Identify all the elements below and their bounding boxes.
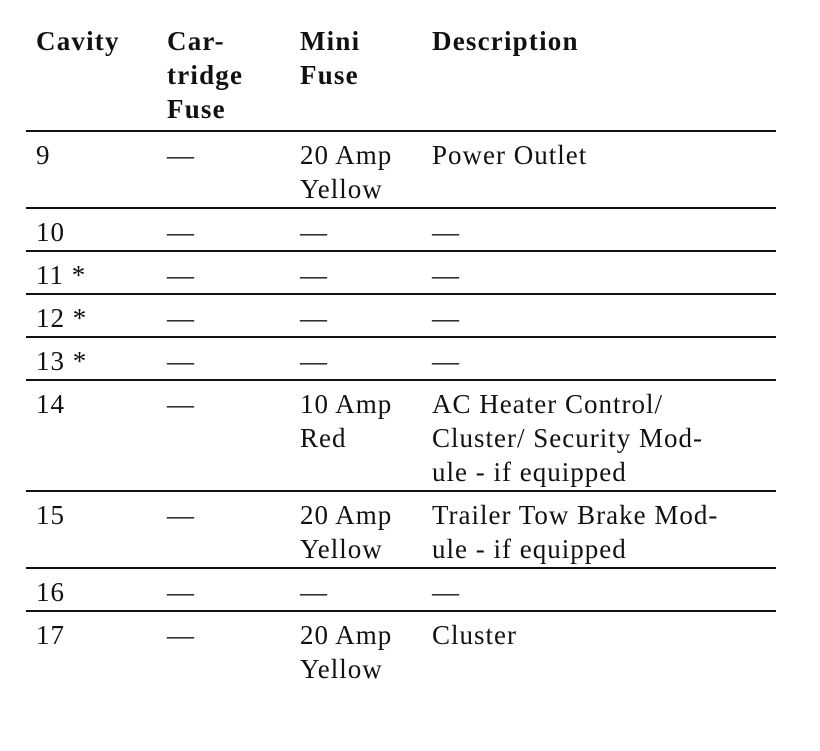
table-row	[26, 337, 776, 380]
cartridge-fuse-cell	[157, 491, 290, 568]
header-line: Cavity	[36, 26, 120, 56]
cartridge-fuse-cell	[157, 380, 290, 491]
header-cartridge-fuse	[157, 18, 290, 131]
description-cell-line: Cluster	[432, 620, 517, 650]
table-row	[26, 611, 776, 687]
description-cell-line: Power Outlet	[432, 140, 588, 170]
cartridge-fuse-cell	[157, 294, 290, 337]
mini-fuse-cell	[290, 251, 422, 294]
cartridge-fuse-cell	[157, 611, 290, 687]
table-row	[26, 380, 776, 491]
cartridge-fuse-cell	[157, 568, 290, 611]
description-cell-line: ule - if equipped	[432, 534, 627, 564]
description-cell-line: Trailer Tow Brake Mod-	[432, 500, 719, 530]
header-row	[26, 18, 776, 131]
mini-fuse-cell-line: —	[300, 260, 328, 290]
table-header	[26, 18, 776, 131]
description-cell-line: —	[432, 577, 460, 607]
cavity-cell	[26, 491, 157, 568]
cavity-cell	[26, 208, 157, 251]
header-line: Description	[432, 26, 579, 56]
cavity-cell-value: 14	[36, 389, 65, 419]
cavity-cell-value: 11 *	[36, 260, 87, 290]
cavity-cell-value: 17	[36, 620, 65, 650]
cavity-cell-value: 16	[36, 577, 65, 607]
mini-fuse-cell	[290, 131, 422, 208]
description-cell-line: AC Heater Control/	[432, 389, 663, 419]
cartridge-fuse-cell-value: —	[167, 620, 195, 650]
mini-fuse-cell-line: —	[300, 303, 328, 333]
description-cell	[422, 251, 776, 294]
mini-fuse-cell	[290, 611, 422, 687]
cartridge-fuse-cell-value: —	[167, 140, 195, 170]
mini-fuse-cell	[290, 208, 422, 251]
cartridge-fuse-cell	[157, 208, 290, 251]
cartridge-fuse-cell	[157, 251, 290, 294]
cavity-cell-value: 10	[36, 217, 65, 247]
cartridge-fuse-cell-value: —	[167, 346, 195, 376]
cavity-cell-value: 9	[36, 140, 51, 170]
description-cell	[422, 294, 776, 337]
mini-fuse-cell	[290, 380, 422, 491]
header-mini-fuse	[290, 18, 422, 131]
cartridge-fuse-cell	[157, 337, 290, 380]
description-cell-line: —	[432, 346, 460, 376]
fuse-table	[26, 18, 776, 687]
mini-fuse-cell-line: —	[300, 217, 328, 247]
header-line: tridge	[167, 60, 244, 90]
cavity-cell	[26, 251, 157, 294]
header-cavity	[26, 18, 157, 131]
description-cell	[422, 208, 776, 251]
description-cell	[422, 611, 776, 687]
description-cell	[422, 337, 776, 380]
cavity-cell-value: 12 *	[36, 303, 88, 333]
header-line: Fuse	[300, 60, 359, 90]
header-line: Mini	[300, 26, 361, 56]
table-body	[26, 131, 776, 687]
table-row	[26, 251, 776, 294]
cavity-cell	[26, 131, 157, 208]
mini-fuse-cell	[290, 568, 422, 611]
mini-fuse-cell-line: Red	[300, 423, 347, 453]
header-line: Fuse	[167, 94, 226, 124]
description-cell	[422, 131, 776, 208]
table-row	[26, 131, 776, 208]
header-description	[422, 18, 776, 131]
header-line: Car-	[167, 26, 225, 56]
mini-fuse-cell-line: —	[300, 346, 328, 376]
table-row	[26, 294, 776, 337]
cavity-cell-value: 13 *	[36, 346, 88, 376]
cartridge-fuse-cell-value: —	[167, 217, 195, 247]
cavity-cell	[26, 294, 157, 337]
description-cell-line: Cluster/ Security Mod-	[432, 423, 703, 453]
table-row	[26, 568, 776, 611]
mini-fuse-cell	[290, 491, 422, 568]
description-cell-line: —	[432, 303, 460, 333]
description-cell	[422, 380, 776, 491]
cartridge-fuse-cell-value: —	[167, 260, 195, 290]
cavity-cell-value: 15	[36, 500, 65, 530]
cartridge-fuse-cell-value: —	[167, 577, 195, 607]
mini-fuse-cell-line: 20 Amp	[300, 620, 393, 650]
mini-fuse-cell-line: Yellow	[300, 174, 383, 204]
cavity-cell	[26, 611, 157, 687]
mini-fuse-cell-line: Yellow	[300, 654, 383, 684]
mini-fuse-cell	[290, 294, 422, 337]
mini-fuse-cell-line: —	[300, 577, 328, 607]
cartridge-fuse-cell-value: —	[167, 500, 195, 530]
mini-fuse-cell	[290, 337, 422, 380]
mini-fuse-cell-line: Yellow	[300, 534, 383, 564]
table-row	[26, 208, 776, 251]
description-cell	[422, 491, 776, 568]
cavity-cell	[26, 337, 157, 380]
table-row	[26, 491, 776, 568]
cartridge-fuse-cell-value: —	[167, 389, 195, 419]
mini-fuse-cell-line: 10 Amp	[300, 389, 393, 419]
cavity-cell	[26, 380, 157, 491]
description-cell-line: —	[432, 260, 460, 290]
cartridge-fuse-cell	[157, 131, 290, 208]
cavity-cell	[26, 568, 157, 611]
cartridge-fuse-cell-value: —	[167, 303, 195, 333]
mini-fuse-cell-line: 20 Amp	[300, 500, 393, 530]
description-cell	[422, 568, 776, 611]
description-cell-line: ule - if equipped	[432, 457, 627, 487]
mini-fuse-cell-line: 20 Amp	[300, 140, 393, 170]
description-cell-line: —	[432, 217, 460, 247]
